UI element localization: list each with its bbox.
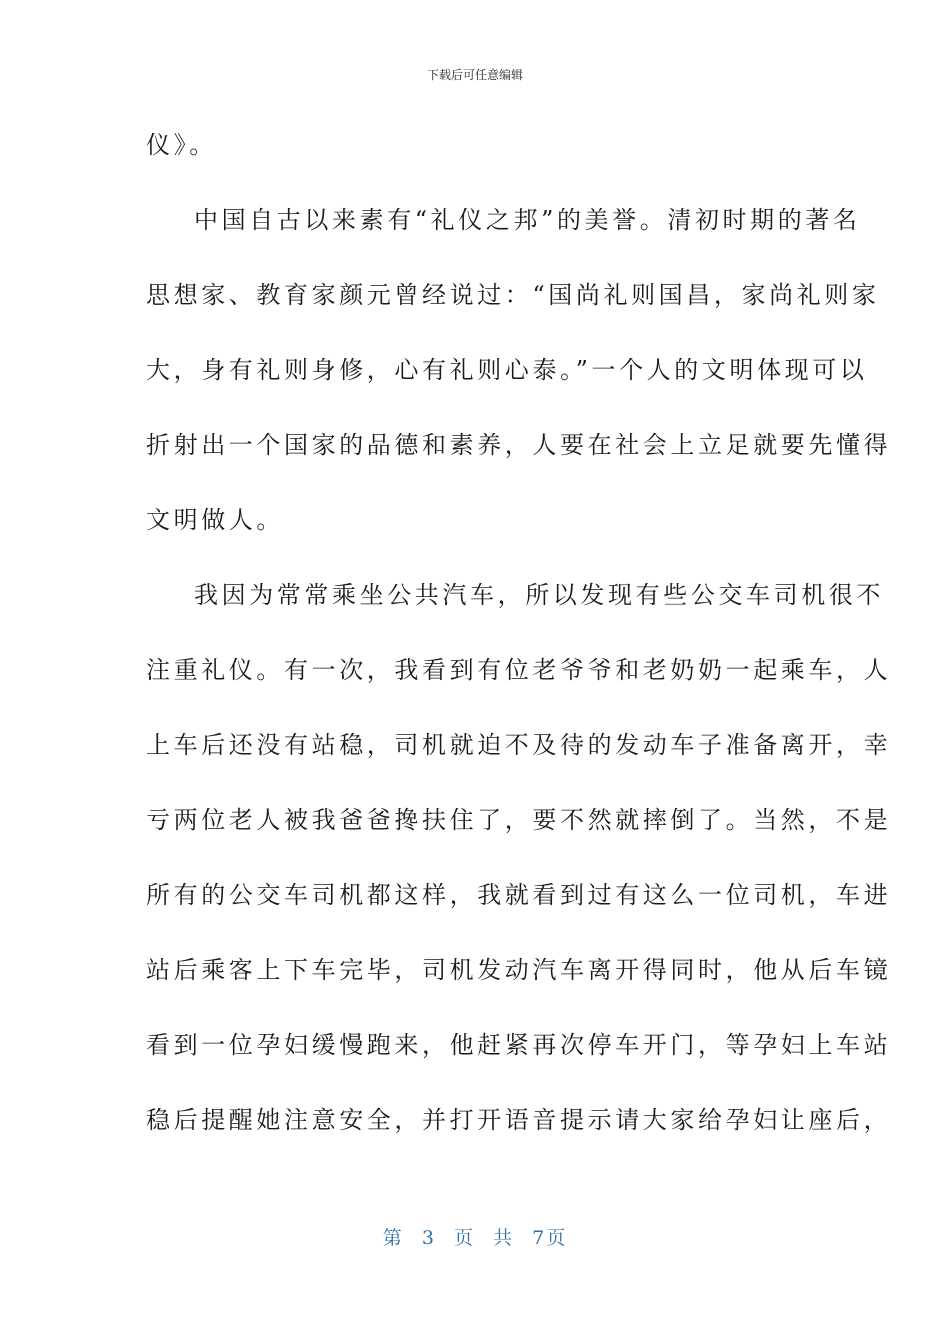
current-page-number: 3 [421, 1227, 436, 1249]
paragraph-line: 看到一位孕妇缓慢跑来，他赶紧再次停车开门，等孕妇上车站 [146, 1031, 892, 1059]
page-label-mid: 页 [453, 1227, 475, 1249]
paragraph-line: 所有的公交车司机都这样，我就看到过有这么一位司机，车进 [146, 881, 892, 909]
page-footer [0, 1226, 950, 1250]
paragraph-line: 折射出一个国家的品德和素养，人要在社会上立足就要先懂得 [146, 431, 892, 459]
paragraph-line: 上车后还没有站稳，司机就迫不及待的发动车子准备离开，幸 [146, 731, 892, 759]
paragraph-line: 中国自古以来素有“礼仪之邦”的美誉。清初时期的著名 [194, 206, 861, 234]
paragraph-line: 站后乘客上下车完毕，司机发动汽车离开得同时，他从后车镜 [146, 956, 892, 984]
paragraph-line: 稳后提醒她注意安全，并打开语音提示请大家给孕妇让座后， [146, 1106, 892, 1134]
paragraph-line: 大，身有礼则身修，心有礼则心泰。”一个人的文明体现可以 [146, 356, 868, 384]
paragraph-line: 仪》。 [146, 131, 217, 159]
paragraph-line: 亏两位老人被我爸爸搀扶住了，要不然就摔倒了。当然，不是 [146, 806, 892, 834]
paragraph-line: 思想家、教育家颜元曾经说过：“国尚礼则国昌，家尚礼则家 [146, 281, 880, 309]
total-pages: 7页 [532, 1227, 568, 1249]
page-header: 下载后可任意编辑 [426, 68, 523, 82]
paragraph-line: 文明做人。 [146, 506, 284, 534]
document-body [146, 123, 892, 1173]
paragraph-line: 我因为常常乘坐公共汽车，所以发现有些公交车司机很不 [194, 581, 884, 609]
total-label-prefix: 共 [493, 1227, 515, 1249]
page-label-prefix: 第 [382, 1227, 404, 1249]
paragraph-line: 注重礼仪。有一次，我看到有位老爷爷和老奶奶一起乘车，人 [146, 656, 892, 684]
